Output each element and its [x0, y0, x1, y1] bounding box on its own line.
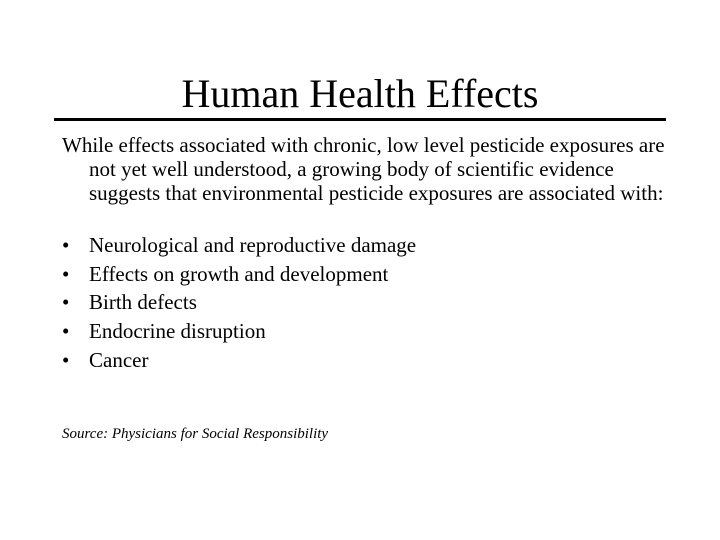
source-citation: Source: Physicians for Social Responsibility — [62, 426, 329, 442]
bullet-text: Neurological and reproductive damage — [89, 233, 417, 257]
bullet-item — [62, 231, 662, 260]
bullet-item — [62, 346, 662, 375]
bullet-icon: • — [62, 290, 70, 315]
bullet-text: Cancer — [89, 347, 149, 372]
bullet-text: Birth defects — [89, 290, 197, 315]
bullet-item — [62, 260, 662, 289]
bullet-text: Endocrine disruption — [89, 319, 266, 344]
intro-paragraph: While effects associated with chronic, low level pesticide exposures are not yet well understood, a growing body of scientific evidence suggests that environmental pesticide exposures are associated with: — [62, 133, 665, 205]
slide-title: Human Health Effects — [181, 71, 539, 116]
bullet-icon: • — [62, 319, 70, 344]
bullet-icon: • — [62, 261, 70, 286]
bullet-icon: • — [62, 233, 70, 257]
bullet-text: Effects on growth and development — [89, 261, 389, 286]
title-underline — [54, 118, 666, 121]
bullet-item — [62, 317, 662, 346]
bullet-list — [62, 231, 662, 375]
bullet-item — [62, 288, 662, 317]
bullet-icon: • — [62, 347, 70, 372]
